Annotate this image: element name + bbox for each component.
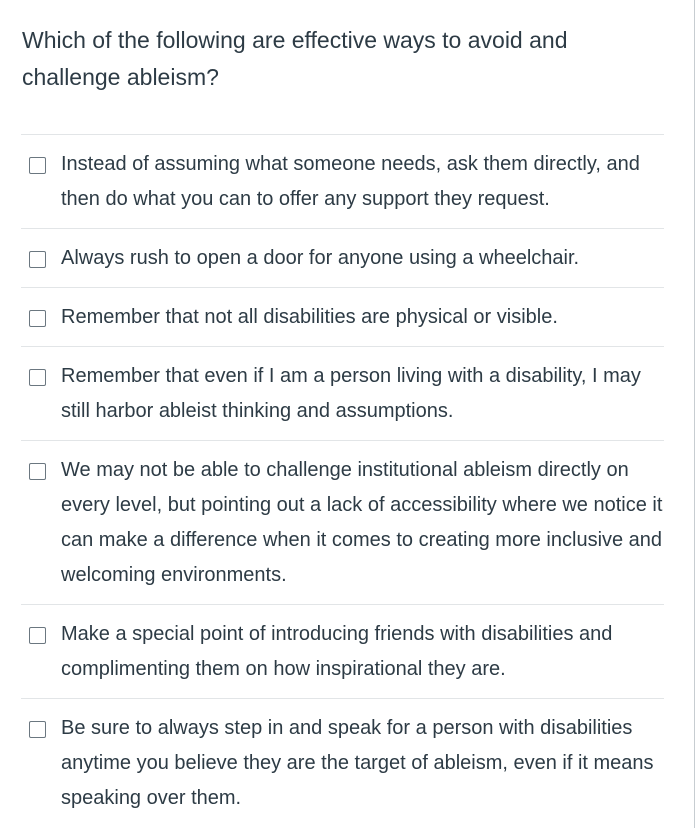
answer-label: Make a special point of introducing friends with disabilities and complimenting them on how inspirational they are. [61, 623, 613, 680]
answer-checkbox[interactable] [29, 721, 46, 738]
answer-checkbox[interactable] [29, 251, 46, 268]
answer-label: Remember that even if I am a person living with a disability, I may still harbor ableist thinking and assumptions. [61, 365, 641, 422]
answer-option-6[interactable] [21, 605, 664, 699]
answer-label: We may not be able to challenge institutional ableism directly on every level, but pointing out a lack of accessibility where we notice it can make a difference when it comes to creating more inclusive and welcoming environments. [61, 459, 663, 586]
answer-label: Always rush to open a door for anyone using a wheelchair. [61, 247, 580, 269]
answer-checkbox[interactable] [29, 369, 46, 386]
answer-label: Instead of assuming what someone needs, ask them directly, and then do what you can to offer any support they request. [61, 153, 640, 210]
answer-option-4[interactable] [21, 347, 664, 441]
answer-checkbox[interactable] [29, 627, 46, 644]
answer-option-5[interactable] [21, 441, 664, 605]
answer-label: Be sure to always step in and speak for a person with disabilities anytime you believe they are the target of ableism, even if it means speaking over them. [61, 717, 654, 809]
answer-option-3[interactable] [21, 288, 664, 347]
answer-checkbox[interactable] [29, 310, 46, 327]
question-text: Which of the following are effective ways to avoid and challenge ableism? [22, 27, 568, 90]
answer-checkbox[interactable] [29, 157, 46, 174]
answer-option-1[interactable] [21, 135, 664, 229]
answer-option-7[interactable] [21, 699, 664, 827]
answer-option-2[interactable] [21, 229, 664, 288]
answer-list [21, 134, 664, 827]
answer-label: Remember that not all disabilities are physical or visible. [61, 306, 558, 328]
answer-checkbox[interactable] [29, 463, 46, 480]
